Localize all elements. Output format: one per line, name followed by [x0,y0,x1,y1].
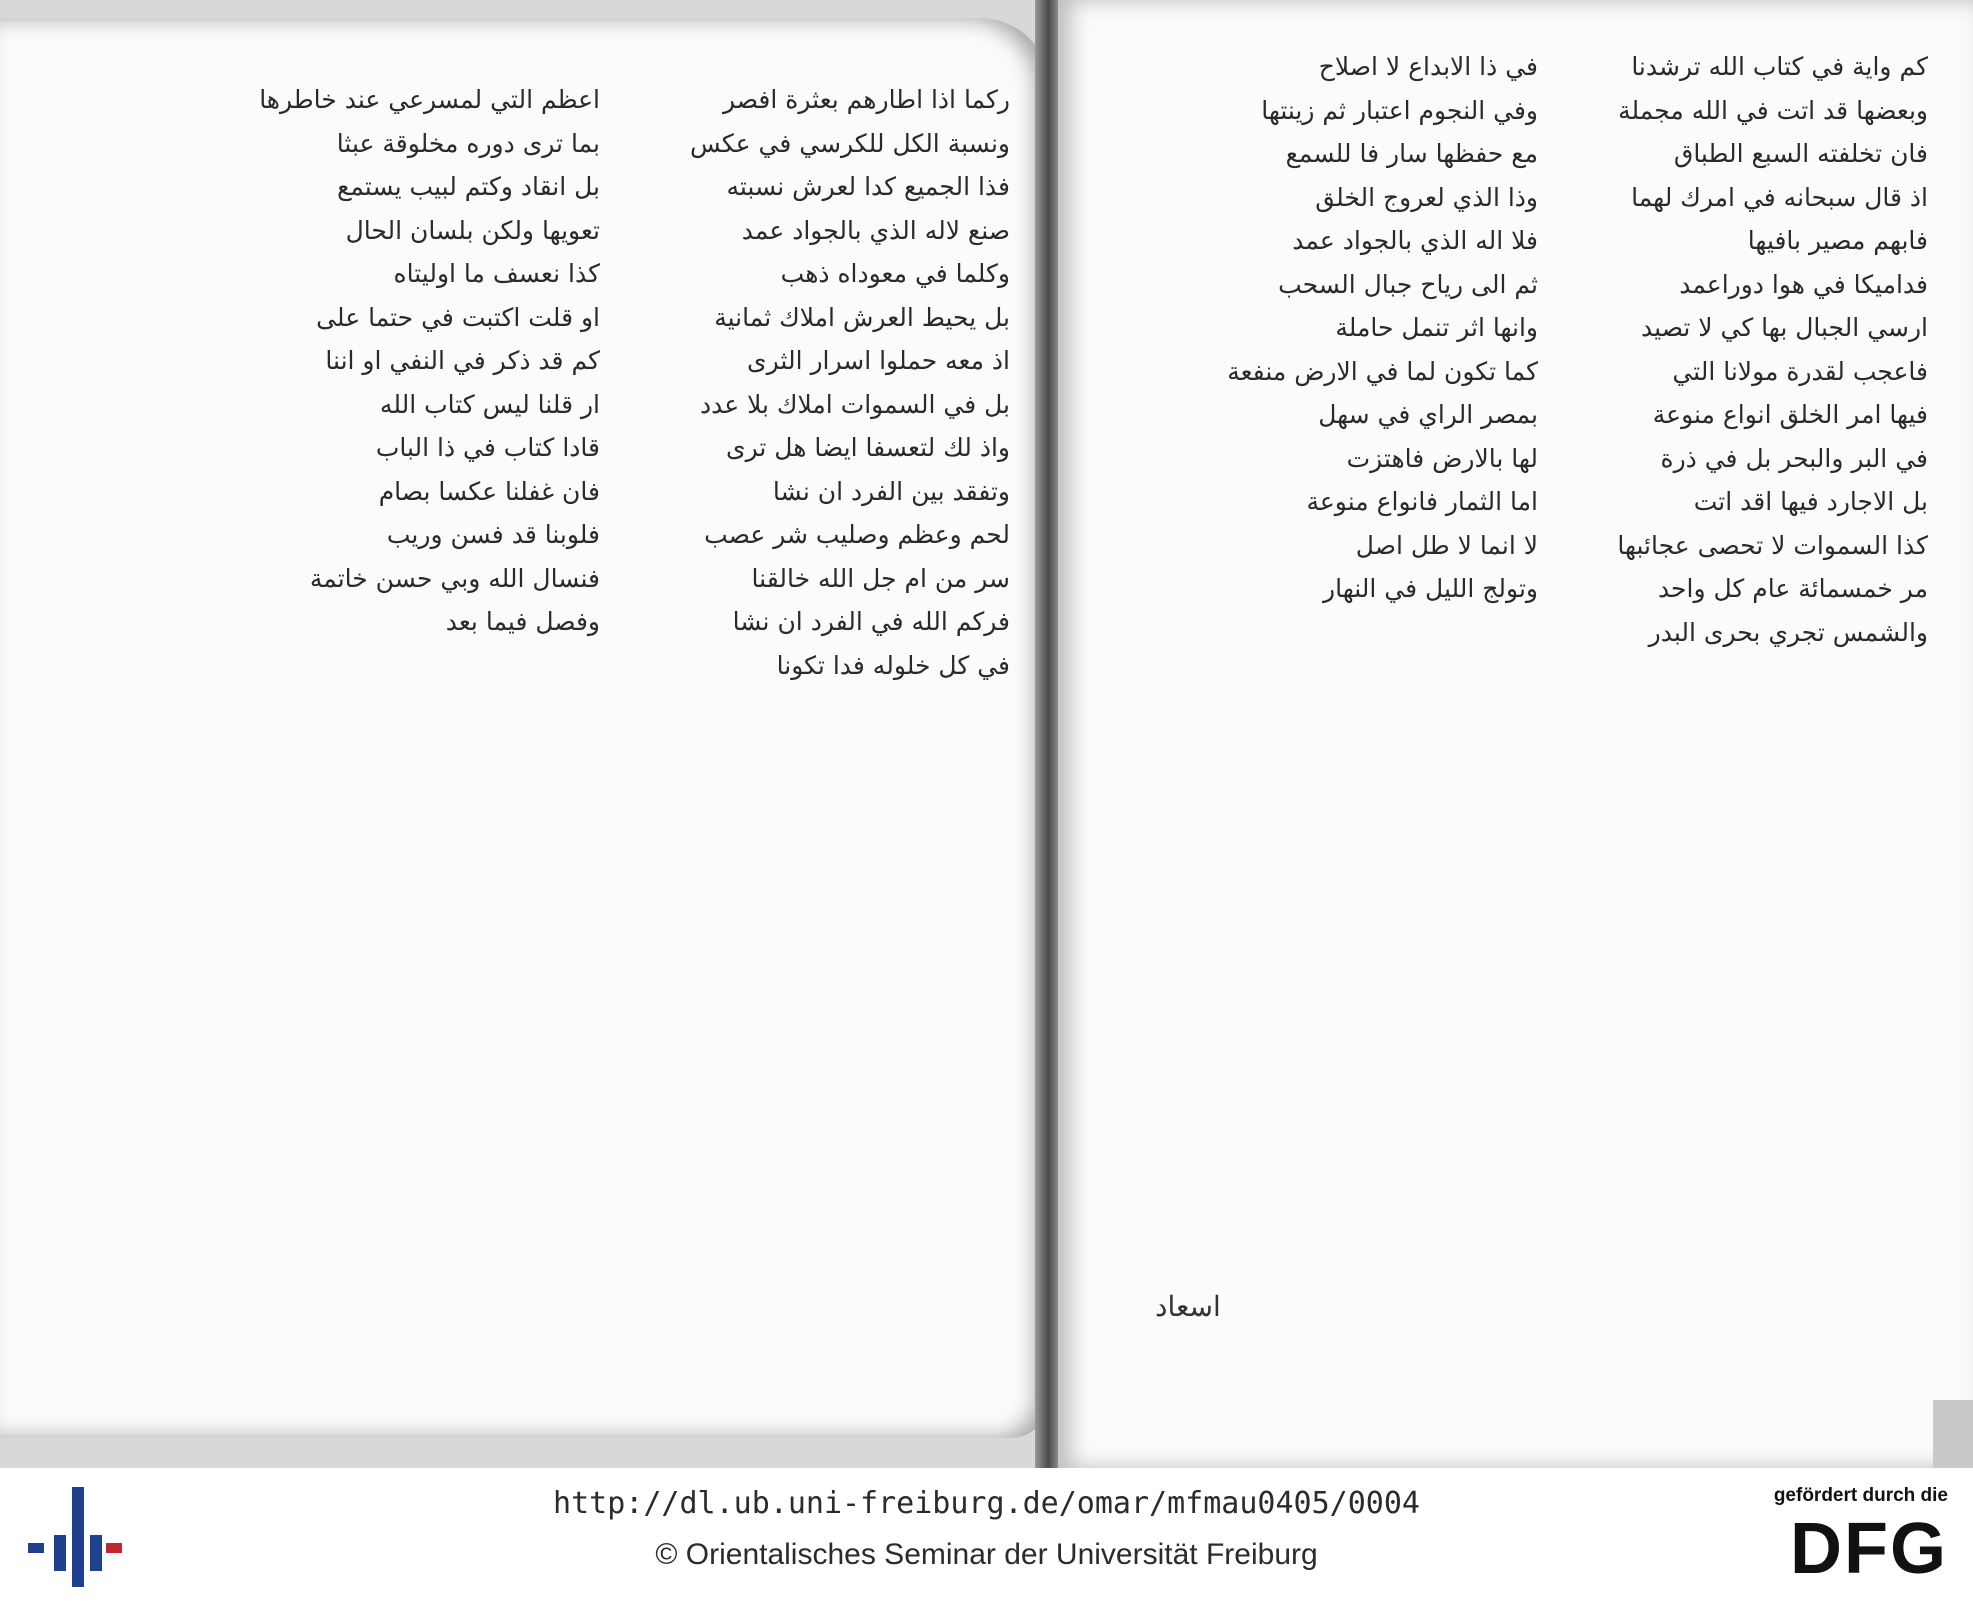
right-page-column-inner [1118,45,1538,611]
manuscript-line: ار قلنا ليس كتاب الله [379,389,600,419]
manuscript-line: اما الثمار فانواع منوعة [1306,487,1538,516]
manuscript-line: كما تكون لما في الارض منفعة [1227,356,1538,386]
manuscript-line: كم قد ذكر في النفي او اننا [325,346,600,375]
manuscript-line: لها بالارض فاهتزت [1346,443,1538,473]
manuscript-line: والشمس تجري بحرى البدر [1648,617,1928,647]
manuscript-line: سر من ام جل الله خالقنا [751,563,1010,593]
manuscript-line: فابهم مصير بافيها [1747,226,1928,255]
manuscript-line: وكلما في معوداه ذهب [780,259,1010,288]
right-page-column-outer [1548,45,1928,654]
manuscript-line: لا انما لا طل اصل [1355,530,1538,560]
manuscript-line: بل في السموات املاك بلا عدد [699,389,1010,419]
manuscript-line: واذ لك لتعسفا ايضا هل ترى [726,433,1010,462]
catchword: اسعاد [1155,1290,1221,1323]
manuscript-line: في البر والبحر بل في ذرة [1660,443,1928,473]
left-page-column-outer [240,78,600,644]
manuscript-line: كم واية في كتاب الله ترشدنا [1631,52,1928,81]
manuscript-line: بل انقاد وكتم لبيب يستمع [337,172,600,201]
manuscript-line: في ذا الابداع لا اصلاح [1318,52,1538,81]
manuscript-line: فيها امر الخلق انواع منوعة [1652,400,1928,429]
document-url[interactable]: http://dl.ub.uni-freiburg.de/omar/mfmau0405/0004 [553,1486,1420,1521]
manuscript-line: فركم الله في الفرد ان نشا [732,607,1010,636]
manuscript-line: فداميكا في هوا دوراعمد [1679,269,1928,299]
left-page [0,18,1050,1438]
manuscript-line: وفي النجوم اعتبار ثم زينتها [1261,95,1538,125]
funding-caption: gefördert durch die [1773,1485,1948,1506]
manuscript-line: ركما اذا اطارهم بعثرة افصر [722,85,1010,114]
manuscript-line: بل يحيط العرش املاك ثمانية [714,302,1010,332]
manuscript-line: ونسبة الكل للكرسي في عكس [689,128,1010,158]
manuscript-line: فلا اله الذي بالجواد عمد [1292,226,1538,255]
manuscript-line: اذ قال سبحانه في امرك لهما [1631,182,1928,212]
manuscript-line: وتولج الليل في النهار [1323,574,1538,603]
manuscript-line: اعظم التي لمسرعي عند خاطرها [259,85,600,114]
left-page-column-inner [610,78,1010,687]
right-page [1058,0,1973,1468]
manuscript-line: وانها اثر تنمل حاملة [1335,313,1538,342]
manuscript-line: فاعجب لقدرة مولانا التي [1672,356,1928,386]
manuscript-line: في كل خلوله فدا تكونا [776,650,1010,680]
dfg-logo: DFG [1790,1509,1948,1589]
manuscript-line: اذ معه حملوا اسرار الثرى [747,346,1010,375]
manuscript-line: وبعضها قد اتت في الله مجملة [1618,95,1928,125]
manuscript-line: وذا الذي لعروج الخلق [1315,182,1538,212]
manuscript-line: فان غفلنا عكسا بصام [378,476,600,506]
page-edge [1933,1400,1973,1468]
manuscript-line: تعويها ولكن بلسان الحال [345,215,600,245]
manuscript-line: فلوبنا قد فسن وريب [386,520,600,549]
manuscript-line: كذا السموات لا تحصى عجائبها [1617,530,1928,560]
manuscript-line: وتفقد بين الفرد ان نشا [772,476,1010,506]
copyright-notice: © Orientalisches Seminar der Universität Freiburg [655,1538,1318,1571]
manuscript-line: فنسال الله وبي حسن خاتمة [309,563,600,593]
manuscript-line: قادا كتاب في ذا الباب [375,433,600,462]
manuscript-line: بل الاجارد فيها اقد اتت [1693,487,1928,516]
manuscript-line: بمصر الراي في سهل [1318,400,1538,429]
manuscript-line: او قلت اكتبت في حتما على [316,302,600,332]
manuscript-line: ثم الى رياح جبال السحب [1278,269,1538,299]
manuscript-line: وفصل فيما بعد [445,607,600,636]
manuscript-line: ارسي الجبال بها كي لا تصيد [1641,313,1928,342]
manuscript-line: كذا نعسف ما اوليتاه [393,259,600,288]
manuscript-line: صنع لاله الذي بالجواد عمد [741,215,1010,245]
manuscript-line: مع حفظها سار فا للسمع [1285,139,1538,168]
manuscript-line: فان تخلفته السبع الطباق [1673,139,1928,168]
manuscript-line: فذا الجميع كدا لعرش نسبته [726,172,1010,201]
manuscript-line: بما ترى دوره مخلوقة عبثا [336,128,600,158]
manuscript-line: لحم وعظم وصليب شر عصب [704,520,1010,549]
manuscript-line: مر خمسمائة عام كل واحد [1657,574,1928,603]
